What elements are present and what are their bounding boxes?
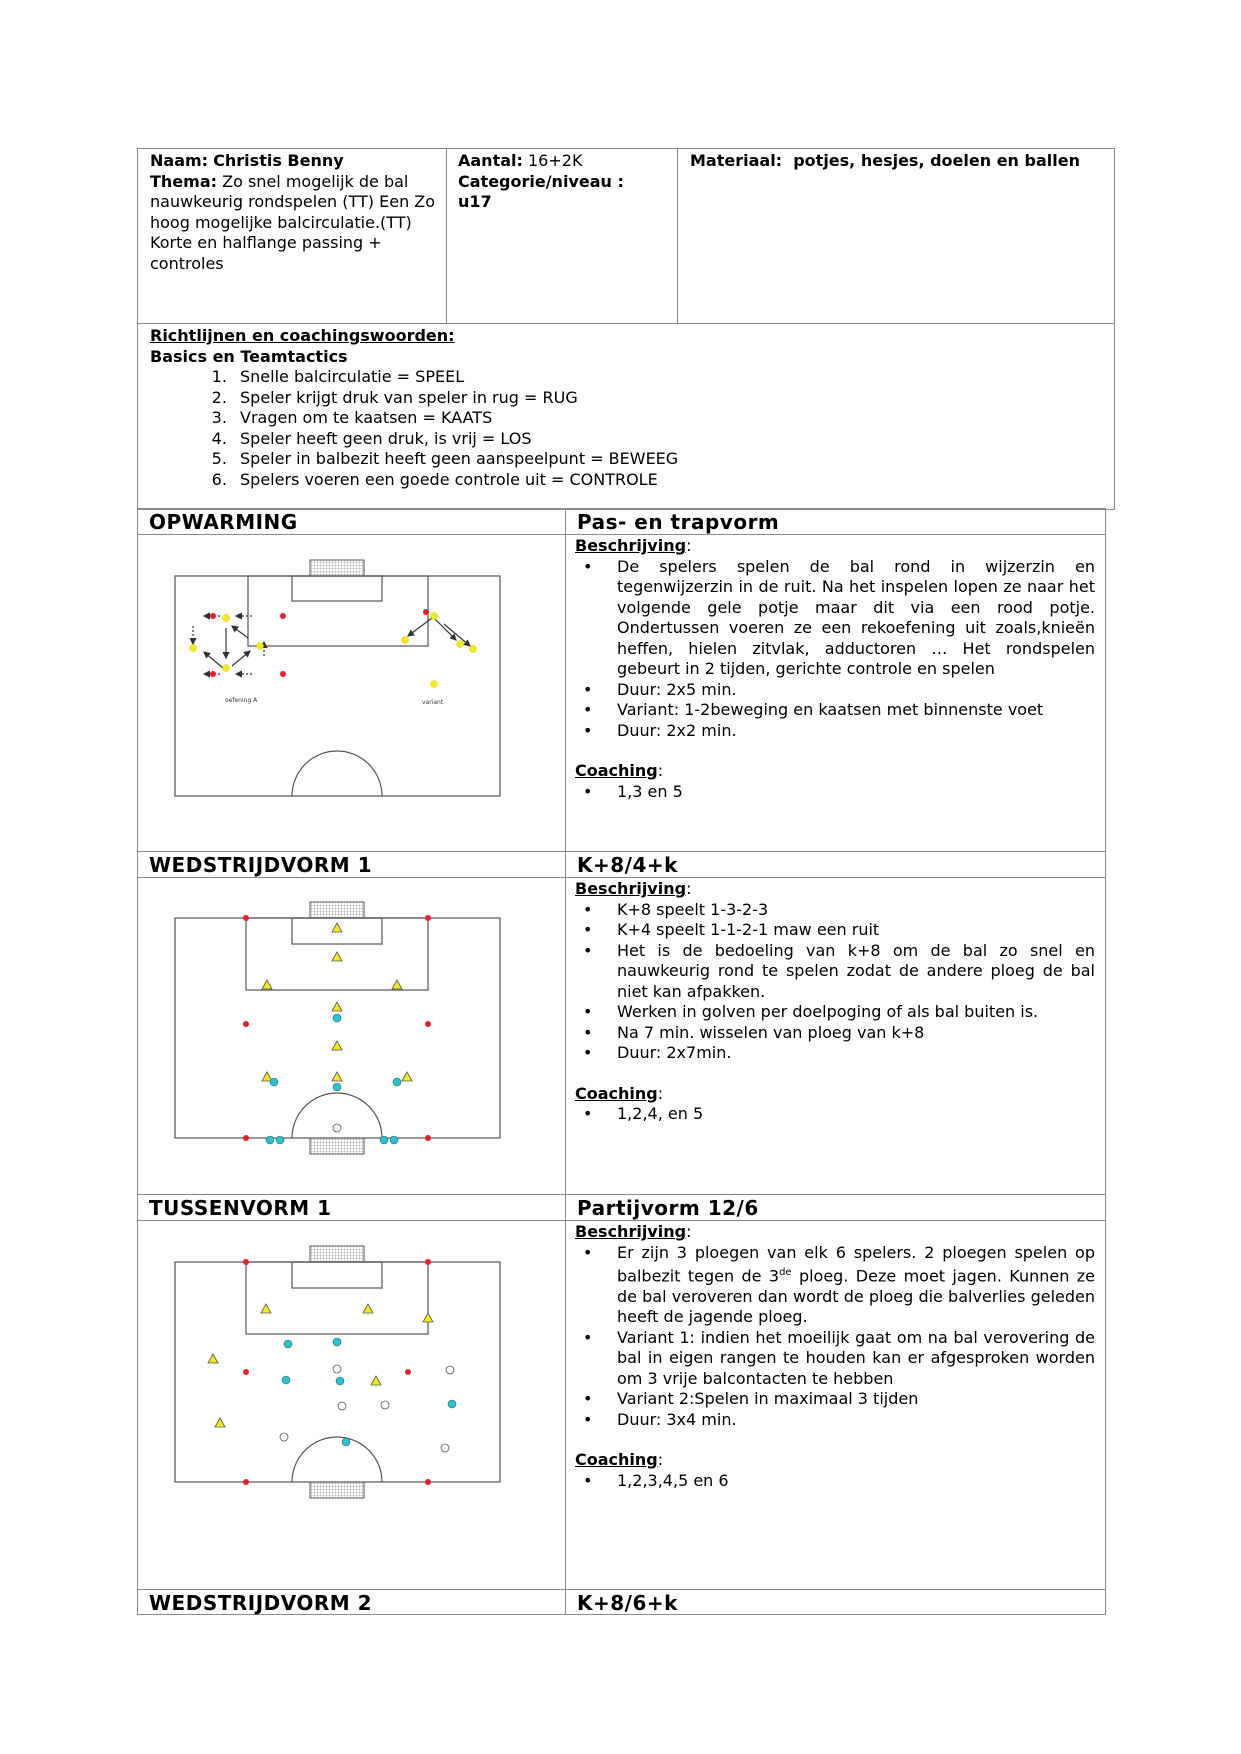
list-item: • Duur: 3x4 min. bbox=[617, 1410, 1095, 1431]
list-item: • Het is de bedoeling van k+8 om de bal zo snel en nauwkeurig rond te spelen zodat de andere ploeg de bal niet kan afpakken. bbox=[617, 941, 1095, 1003]
section-title-partijvorm: Partijvorm 12/6 bbox=[577, 1196, 759, 1220]
goal-net-bottom bbox=[310, 1482, 364, 1498]
naam-label: Naam: bbox=[150, 151, 209, 170]
materiaal-value: potjes, hesjes, doelen en ballen bbox=[793, 151, 1080, 170]
white-players bbox=[280, 1365, 454, 1452]
section-title-k8-6k: K+8/6+k bbox=[577, 1591, 678, 1615]
wedstrijdvorm1-diagram bbox=[170, 896, 510, 1156]
beschrijving-heading: Beschrijving bbox=[575, 1222, 687, 1241]
opwarming-diagram bbox=[170, 556, 510, 806]
list-item: • Werken in golven per doelpoging of als bal buiten is. bbox=[617, 1002, 1095, 1023]
goalkeeper bbox=[333, 1124, 341, 1132]
section-title-wedstrijdvorm-1: WEDSTRIJDVORM 1 bbox=[149, 853, 373, 877]
divider bbox=[137, 323, 1115, 324]
yellow-triangles bbox=[208, 1304, 433, 1427]
naam-value: Christis Benny bbox=[213, 151, 344, 170]
list-item: 1. Snelle balcirculatie = SPEEL bbox=[232, 367, 1100, 388]
section-title-k8-4k: K+8/4+k bbox=[577, 853, 678, 877]
red-cones bbox=[210, 609, 429, 677]
categorie-value: u17 bbox=[458, 192, 492, 211]
list-item: 4. Speler heeft geen druk, is vrij = LOS bbox=[232, 429, 1100, 450]
richtlijnen-list bbox=[150, 367, 1100, 490]
divider bbox=[137, 877, 1106, 878]
yellow-players bbox=[190, 613, 477, 688]
diagram-label-variant: variant bbox=[422, 699, 444, 706]
opwarming-description: Beschrijving: • De spelers spelen de bal rond in wijzerzin en tegenwijzerzin in de ruit. Na het inspelen lopen ze naar het volgende gele potje maar dit via een rood potje. Ondertussen voeren ze een rekoefening uit zoals,knieën heffen, hielen zitvlak, adductoren … Het rondspelen gebeurt in 2 tijden, gerichte controle en spelen • Duur: 2x5 min. • Variant: 1-2beweging en kaatsen met binnenste voet • Duur: 2x2 min. Coaching: • 1,3 en 5 bbox=[575, 536, 1095, 802]
divider bbox=[565, 508, 566, 1615]
divider bbox=[446, 148, 447, 324]
divider bbox=[137, 1220, 1106, 1221]
list-item: • 1,2,4, en 5 bbox=[617, 1104, 1095, 1125]
list-item: • Variant 2:Spelen in maximaal 3 tijden bbox=[617, 1389, 1095, 1410]
list-item: • Variant 1: indien het moeilijk gaat om na bal verovering de bal in eigen rangen te houden kan er afgesproken worden om 3 vrije balcontacten te hebben bbox=[617, 1328, 1095, 1390]
red-cones bbox=[243, 915, 431, 1141]
wedstrijdvorm1-description: Beschrijving: • K+8 speelt 1-3-2-3 • K+4 speelt 1-1-2-1 maw een ruit • Het is de bedoeling van k+8 om de bal zo snel en nauwkeurig rond te spelen zodat de andere ploeg de bal niet kan afpakken. • Werken in golven per doelpoging of als bal buiten is. • Na 7 min. wisselen van ploeg van k+8 • Duur: 2x7min. Coaching: • 1,2,4, en 5 bbox=[575, 879, 1095, 1125]
coaching-heading: Coaching bbox=[575, 1083, 658, 1103]
list-item: • De spelers spelen de bal rond in wijzerzin en tegenwijzerzin in de ruit. Na het inspelen lopen ze naar het volgende gele potje maar dit via een rood potje. Ondertussen voeren ze een rekoefening uit zoals,knieën heffen, hielen zitvlak, adductoren … Het rondspelen gebeurt in 2 tijden, gerichte controle en spelen bbox=[617, 557, 1095, 680]
list-item: • K+8 speelt 1-3-2-3 bbox=[617, 900, 1095, 921]
bullet-text: ploeg. Deze moet jagen. Kunnen ze de bal veroveren dan wordt de ploeg die balverlies geleden heeft de jagende ploeg. bbox=[617, 1266, 1095, 1327]
diagram-label-oefening-a: oefening A bbox=[225, 697, 258, 704]
tussenvorm1-description: Beschrijving: • Er zijn 3 ploegen van elk 6 spelers. 2 ploegen spelen op balbezit tegen de 3de ploeg. Deze moet jagen. Kunnen ze de bal veroveren dan wordt de ploeg die balverlies geleden heeft de jagende ploeg. • Variant 1: indien het moeilijk gaat om na bal verovering de bal in eigen rangen te houden kan er afgesproken worden om 3 vrije balcontacten te hebben • Variant 2:Spelen in maximaal 3 tijden • Duur: 3x4 min. Coaching: • 1,2,3,4,5 en 6 bbox=[575, 1222, 1095, 1491]
goal-net bbox=[310, 560, 364, 576]
section-title-tussenvorm-1: TUSSENVORM 1 bbox=[149, 1196, 332, 1220]
list-item: 6. Spelers voeren een goede controle uit = CONTROLE bbox=[232, 470, 1100, 491]
list-item: • Duur: 2x5 min. bbox=[617, 680, 1095, 701]
divider bbox=[677, 148, 678, 324]
divider bbox=[137, 534, 1106, 535]
list-item: 3. Vragen om te kaatsen = KAATS bbox=[232, 408, 1100, 429]
richtlijnen-subtitle: Basics en Teamtactics bbox=[150, 346, 348, 366]
list-item: • Variant: 1-2beweging en kaatsen met binnenste voet bbox=[617, 700, 1095, 721]
superscript: de bbox=[779, 1267, 792, 1278]
list-item: • Duur: 2x2 min. bbox=[617, 721, 1095, 742]
goal-net-top bbox=[310, 1246, 364, 1262]
yellow-triangles bbox=[262, 923, 412, 1081]
cyan-players bbox=[282, 1338, 456, 1446]
coaching-heading: Coaching bbox=[575, 1450, 658, 1470]
list-item: • Na 7 min. wisselen van ploeg van k+8 bbox=[617, 1023, 1095, 1044]
thema-label: Thema: bbox=[150, 171, 218, 191]
list-item bbox=[617, 1243, 1095, 1328]
aantal-cell bbox=[458, 151, 673, 213]
pitch-lines bbox=[175, 918, 500, 1138]
goal-net-bottom bbox=[310, 1138, 364, 1154]
naam-thema-cell bbox=[150, 151, 440, 274]
beschrijving-heading: Beschrijving bbox=[575, 536, 687, 555]
divider bbox=[137, 1194, 1106, 1195]
aantal-value: 16+2K bbox=[528, 151, 583, 170]
list-item: 2. Speler krijgt druk van speler in rug = RUG bbox=[232, 388, 1100, 409]
categorie-label: Categorie/niveau : bbox=[458, 171, 624, 191]
tussenvorm1-diagram bbox=[170, 1240, 510, 1500]
beschrijving-heading: Beschrijving bbox=[575, 879, 687, 898]
list-item: 5. Speler in balbezit heeft geen aanspeelpunt = BEWEEG bbox=[232, 449, 1100, 470]
materiaal-label: Materiaal: bbox=[690, 151, 783, 170]
section-title-wedstrijdvorm-2: WEDSTRIJDVORM 2 bbox=[149, 1591, 373, 1615]
list-item: • K+4 speelt 1-1-2-1 maw een ruit bbox=[617, 920, 1095, 941]
bullet-text: Er zijn 3 ploegen van elk 6 spelers. 2 ploegen spelen op balbezit tegen de 3 bbox=[617, 1242, 1095, 1286]
thema-value: Zo snel mogelijk de bal nauwkeurig rondspelen (TT) Een Zo hoog mogelijke balcirculatie.(TT) Korte en halflange passing + controles bbox=[150, 171, 436, 273]
richtlijnen-title: Richtlijnen en coachingswoorden: bbox=[150, 326, 455, 345]
coaching-heading: Coaching bbox=[575, 761, 658, 780]
pitch-lines bbox=[175, 576, 500, 796]
goal-net-top bbox=[310, 902, 364, 918]
list-item: • Duur: 2x7min. bbox=[617, 1043, 1095, 1064]
list-item: • 1,2,3,4,5 en 6 bbox=[617, 1471, 1095, 1492]
richtlijnen-cell bbox=[150, 326, 1100, 490]
divider bbox=[137, 851, 1106, 852]
section-title-pas-en-trapvorm: Pas- en trapvorm bbox=[577, 510, 780, 534]
materiaal-cell bbox=[690, 151, 1110, 172]
aantal-label: Aantal: bbox=[458, 151, 523, 170]
section-title-opwarming: OPWARMING bbox=[149, 510, 298, 534]
list-item: • 1,3 en 5 bbox=[617, 782, 1095, 803]
divider bbox=[137, 1589, 1106, 1590]
